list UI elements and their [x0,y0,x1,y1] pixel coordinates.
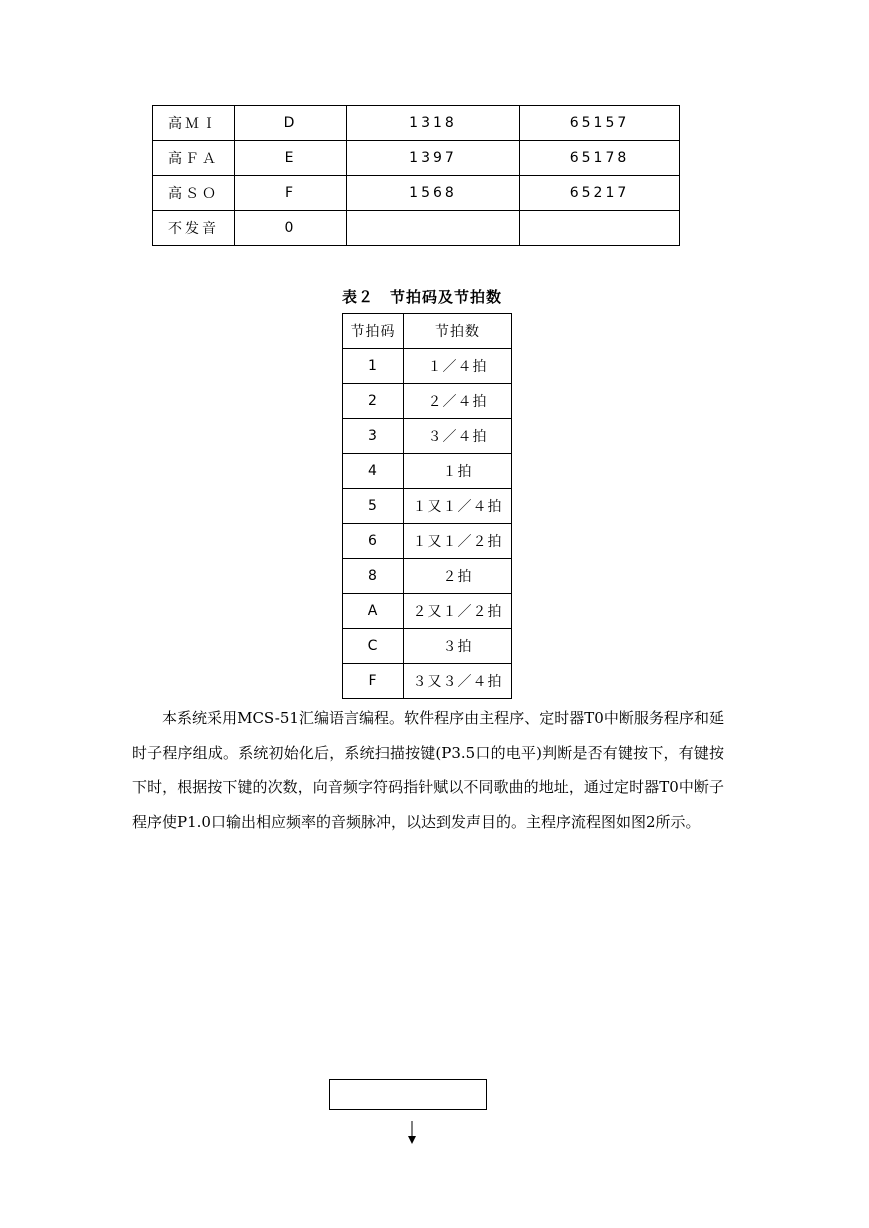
table-row [343,559,512,594]
table-cell: １又１／２拍 [404,524,512,559]
table-row [153,211,680,246]
table-cell: 1568 [347,176,520,211]
table-row [343,419,512,454]
beat-code-table [342,313,512,699]
table-cell: １拍 [404,454,512,489]
table-row [343,664,512,699]
table-cell: E [235,141,347,176]
table-row [343,594,512,629]
table-cell: ３又３／４拍 [404,664,512,699]
table-cell: １又１／４拍 [404,489,512,524]
table-row [343,454,512,489]
table-cell: ３拍 [404,629,512,664]
table-header-row [343,314,512,349]
paragraph: 本系统采用MCS-51汇编语言编程。软件程序由主程序、定时器T0中断服务程序和延时子程序组成。系统初始化后，系统扫描按键(P3.5口的电平)判断是否有键按下，有键按下时，根据按下键的次数，向音频字符码指针赋以不同歌曲的地址，通过定时器T0中断子程序使P1.0口输出相应频率的音频脉冲，以达到发声目的。主程序流程图如图2所示。 [132,709,724,831]
table-cell: １／４拍 [404,349,512,384]
table-cell: 2 [343,384,404,419]
table-cell: 8 [343,559,404,594]
table-cell: 4 [343,454,404,489]
table-caption: 表２ 节拍码及节拍数 [342,288,503,306]
table-cell: 高ＭＩ [153,106,235,141]
table-row [343,349,512,384]
table-row [343,524,512,559]
table-cell: D [235,106,347,141]
note-frequency-table [152,105,680,246]
table-row [153,141,680,176]
table-cell: 1 [343,349,404,384]
table-cell: ２／４拍 [404,384,512,419]
table-cell [520,211,680,246]
table-row [343,384,512,419]
column-header: 节拍数 [404,314,512,349]
table-cell: A [343,594,404,629]
flowchart-start-box [329,1079,487,1110]
table-cell [347,211,520,246]
table-row [153,176,680,211]
table-cell: 65157 [520,106,680,141]
table-cell: C [343,629,404,664]
table-cell: 1397 [347,141,520,176]
table-cell: 1318 [347,106,520,141]
table-row [343,629,512,664]
table-cell: F [235,176,347,211]
table-cell: 0 [235,211,347,246]
table-row [153,106,680,141]
table-cell: 高ＳＯ [153,176,235,211]
body-text [132,701,724,839]
flowchart-arrow-icon [402,1120,422,1146]
table-cell: 3 [343,419,404,454]
table-cell: F [343,664,404,699]
table-cell: 不发音 [153,211,235,246]
table-cell: 65178 [520,141,680,176]
table-cell: ２拍 [404,559,512,594]
table-cell: 6 [343,524,404,559]
table-cell: 高ＦＡ [153,141,235,176]
table-cell: ３／４拍 [404,419,512,454]
table-cell: ２又１／２拍 [404,594,512,629]
table-cell: 65217 [520,176,680,211]
table-cell: 5 [343,489,404,524]
column-header: 节拍码 [343,314,404,349]
table-row [343,489,512,524]
